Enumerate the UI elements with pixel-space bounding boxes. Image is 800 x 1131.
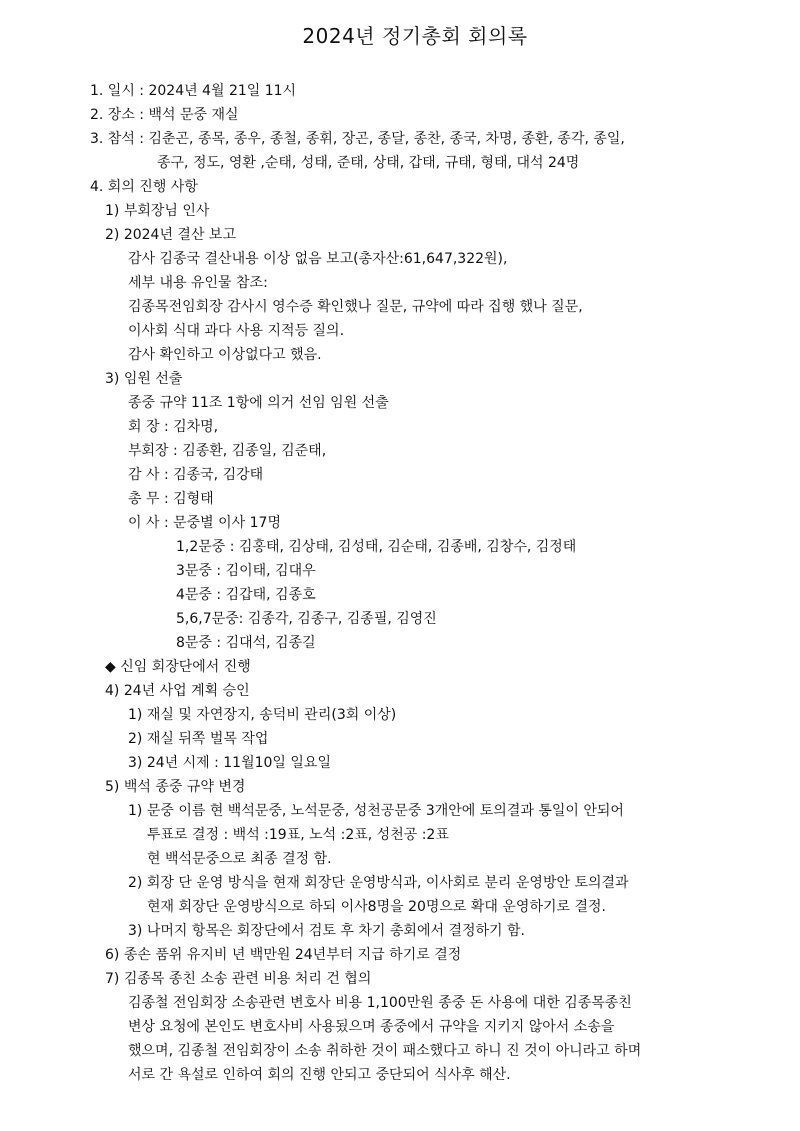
agenda-7-line: 서로 간 욕설로 인하여 회의 진행 안되고 중단되어 식사후 해산.: [128, 1067, 511, 1083]
director-group: 5,6,7문중: 김종각, 김종구, 김종필, 김영진: [176, 611, 437, 627]
item-date: 1. 일시 : 2024년 4월 21일 11시: [90, 83, 297, 99]
director-group: 4문중 : 김갑태, 김종호: [176, 587, 316, 603]
agenda-2-line: 이사회 식대 과다 사용 지적등 질의.: [128, 323, 345, 339]
bylaw-item: 2) 회장 단 운영 방식을 현재 회장단 운영방식과, 이사회로 분리 운영방안 토의결과: [128, 875, 629, 891]
bylaw-item: 3) 나머지 항목은 회장단에서 검토 후 차기 총회에서 결정하기 함.: [128, 923, 525, 939]
agenda-2-line: 세부 내용 유인물 참조:: [128, 275, 268, 291]
agenda-5: 5) 백석 종중 규약 변경: [105, 779, 246, 795]
bylaw-item-cont: 투표로 결정 : 백석 :19표, 노석 :2표, 성천공 :2표: [147, 827, 449, 843]
plan-item: 2) 재실 뒤쪽 벌목 작업: [128, 731, 269, 747]
bylaw-item: 1) 문중 이름 현 백석문중, 노석문중, 성천공문중 3개안에 토의결과 통일이 안되어: [128, 803, 624, 819]
new-leadership-note: ◆ 신임 회장단에서 진행: [105, 659, 251, 675]
director-group: 8문중 : 김대석, 김종길: [176, 635, 316, 651]
agenda-7: 7) 김종목 종친 소송 관련 비용 처리 건 협의: [105, 971, 372, 987]
officer-directors: 이 사 : 문중별 이사 17명: [128, 515, 281, 531]
agenda-3-line: 종중 규약 11조 1항에 의거 선임 임원 선출: [128, 395, 389, 411]
item-attendees: 3. 참석 : 김춘곤, 종목, 종우, 종철, 종휘, 장곤, 종달, 종찬, 종국, 차명, 종환, 종각, 종일,: [90, 131, 625, 147]
agenda-2-line: 감사 확인하고 이상없다고 했음.: [128, 347, 322, 363]
director-group: 1,2문중 : 김홍태, 김상태, 김성태, 김순태, 김종배, 김창수, 김정태: [176, 539, 577, 555]
item-attendees-cont: 종구, 정도, 영환 ,순태, 성태, 준태, 상태, 갑태, 규태, 형태, 대석 24명: [157, 155, 580, 171]
officer-president: 회 장 : 김차명,: [128, 419, 219, 435]
agenda-4: 4) 24년 사업 계획 승인: [105, 683, 250, 699]
section-agenda: 4. 회의 진행 사항: [90, 179, 198, 195]
agenda-7-line: 김종철 전임회장 소송관련 변호사 비용 1,100만원 종중 돈 사용에 대한 김종목종친: [128, 995, 632, 1011]
officer-vice-president: 부회장 : 김종환, 김종일, 김준태,: [128, 443, 327, 459]
director-group: 3문중 : 김이태, 김대우: [176, 563, 316, 579]
item-place: 2. 장소 : 백석 문중 재실: [90, 107, 239, 123]
agenda-2-line: 김종목전임회장 감사시 영수증 확인했나 질문, 규약에 따라 집행 했나 질문,: [128, 299, 583, 315]
document-title: 2024년 정기총회 회의록: [302, 24, 528, 48]
agenda-7-line: 했으며, 김종철 전임회장이 소송 취하한 것이 패소했다고 하니 진 것이 아니라고 하며: [128, 1043, 642, 1059]
officer-secretary: 총 무 : 김형태: [128, 491, 214, 507]
officer-auditor: 감 사 : 김종국, 김강태: [128, 467, 264, 483]
plan-item: 3) 24년 시제 : 11월10일 일요일: [128, 755, 331, 771]
agenda-7-line: 변상 요청에 본인도 변호사비 사용됬으며 종중에서 규약을 지키지 않아서 소송을: [128, 1019, 615, 1035]
bylaw-item-cont: 현 백석문중으로 최종 결정 함.: [147, 851, 332, 867]
agenda-2-line: 감사 김종국 결산내용 이상 없음 보고(총자산:61,647,322원),: [128, 251, 508, 267]
agenda-6: 6) 종손 품위 유지비 년 백만원 24년부터 지급 하기로 결정: [105, 947, 462, 963]
bylaw-item-cont: 현재 회장단 운영방식으로 하되 이사8명을 20명으로 확대 운영하기로 결정.: [147, 899, 606, 915]
plan-item: 1) 재실 및 자연장지, 송덕비 관리(3회 이상): [128, 707, 397, 723]
agenda-1: 1) 부회장님 인사: [105, 203, 210, 219]
agenda-2: 2) 2024년 결산 보고: [105, 227, 236, 243]
agenda-3: 3) 임원 선출: [105, 371, 183, 387]
